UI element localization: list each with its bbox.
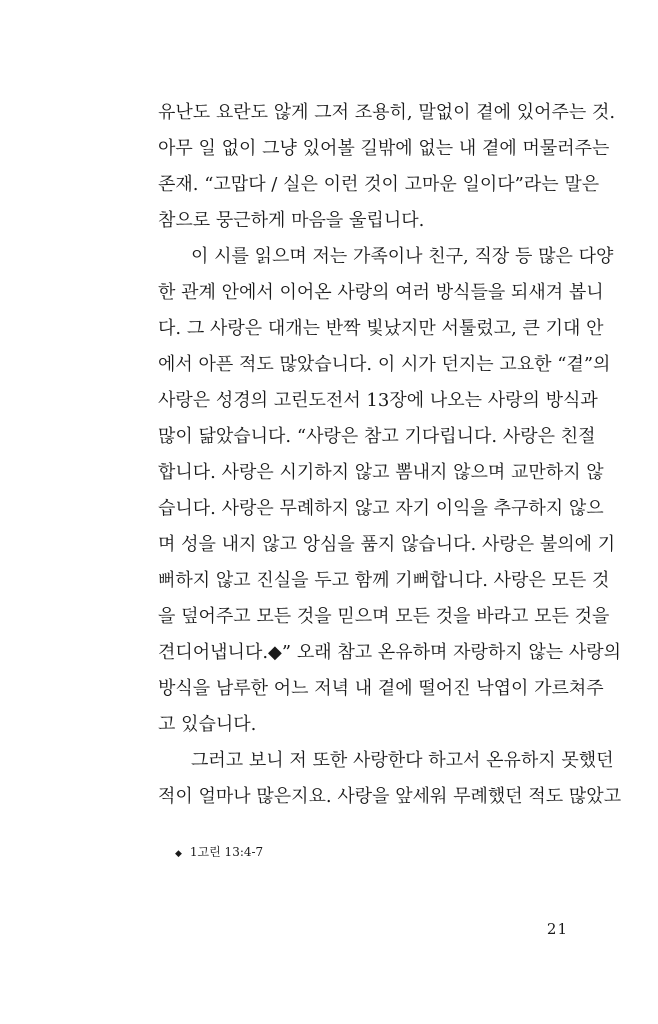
text-line: 합니다. 사랑은 시기하지 않고 뽐내지 않으며 교만하지 않 <box>158 462 604 483</box>
body-text <box>158 95 622 815</box>
text-line: 이 시를 읽으며 저는 가족이나 친구, 직장 등 많은 다양 <box>191 246 614 267</box>
text-line: 에서 아픈 적도 많았습니다. 이 시가 던지는 고요한 “곁”의 <box>158 354 611 375</box>
text-line: 다. 그 사랑은 대개는 반짝 빛났지만 서툴렀고, 큰 기대 안 <box>158 318 604 339</box>
text-line: 며 성을 내지 않고 앙심을 품지 않습니다. 사랑은 불의에 기 <box>158 534 616 555</box>
text-line: 존재. “고맙다 / 실은 이런 것이 고마운 일이다”라는 말은 <box>158 174 600 195</box>
text-line: 견디어냅니다.◆” 오래 참고 온유하며 자랑하지 않는 사랑의 <box>158 642 622 663</box>
text-line: 그러고 보니 저 또한 사랑한다 하고서 온유하지 못했던 <box>191 750 614 771</box>
footnote-marker-icon: ◆ <box>175 849 182 859</box>
text-line: 을 덮어주고 모든 것을 믿으며 모든 것을 바라고 모든 것을 <box>158 606 610 627</box>
text-line: 적이 얼마나 많은지요. 사랑을 앞세워 무례했던 적도 많았고 <box>158 786 622 807</box>
footnote <box>175 842 263 864</box>
text-line: 한 관계 안에서 이어온 사랑의 여러 방식들을 되새겨 봅니 <box>158 282 604 303</box>
text-line: 많이 닮았습니다. “사랑은 참고 기다립니다. 사랑은 친절 <box>158 426 596 447</box>
text-line: 뻐하지 않고 진실을 두고 함께 기뻐합니다. 사랑은 모든 것 <box>158 570 610 591</box>
text-line: 고 있습니다. <box>158 714 257 735</box>
text-line: 방식을 남루한 어느 저녁 내 곁에 떨어진 낙엽이 가르쳐주 <box>158 678 604 699</box>
text-line: 참으로 뭉근하게 마음을 울립니다. <box>158 210 425 231</box>
text-line: 습니다. 사랑은 무례하지 않고 자기 이익을 추구하지 않으 <box>158 498 604 519</box>
text-line: 유난도 요란도 않게 그저 조용히, 말없이 곁에 있어주는 것. <box>158 102 616 123</box>
footnote-text: 1고린 13:4-7 <box>189 845 264 859</box>
text-line: 아무 일 없이 그냥 있어볼 길밖에 없는 내 곁에 머물러주는 <box>158 138 610 159</box>
text-line: 사랑은 성경의 고린도전서 13장에 나오는 사랑의 방식과 <box>158 390 598 411</box>
page-number: 21 <box>546 920 568 938</box>
